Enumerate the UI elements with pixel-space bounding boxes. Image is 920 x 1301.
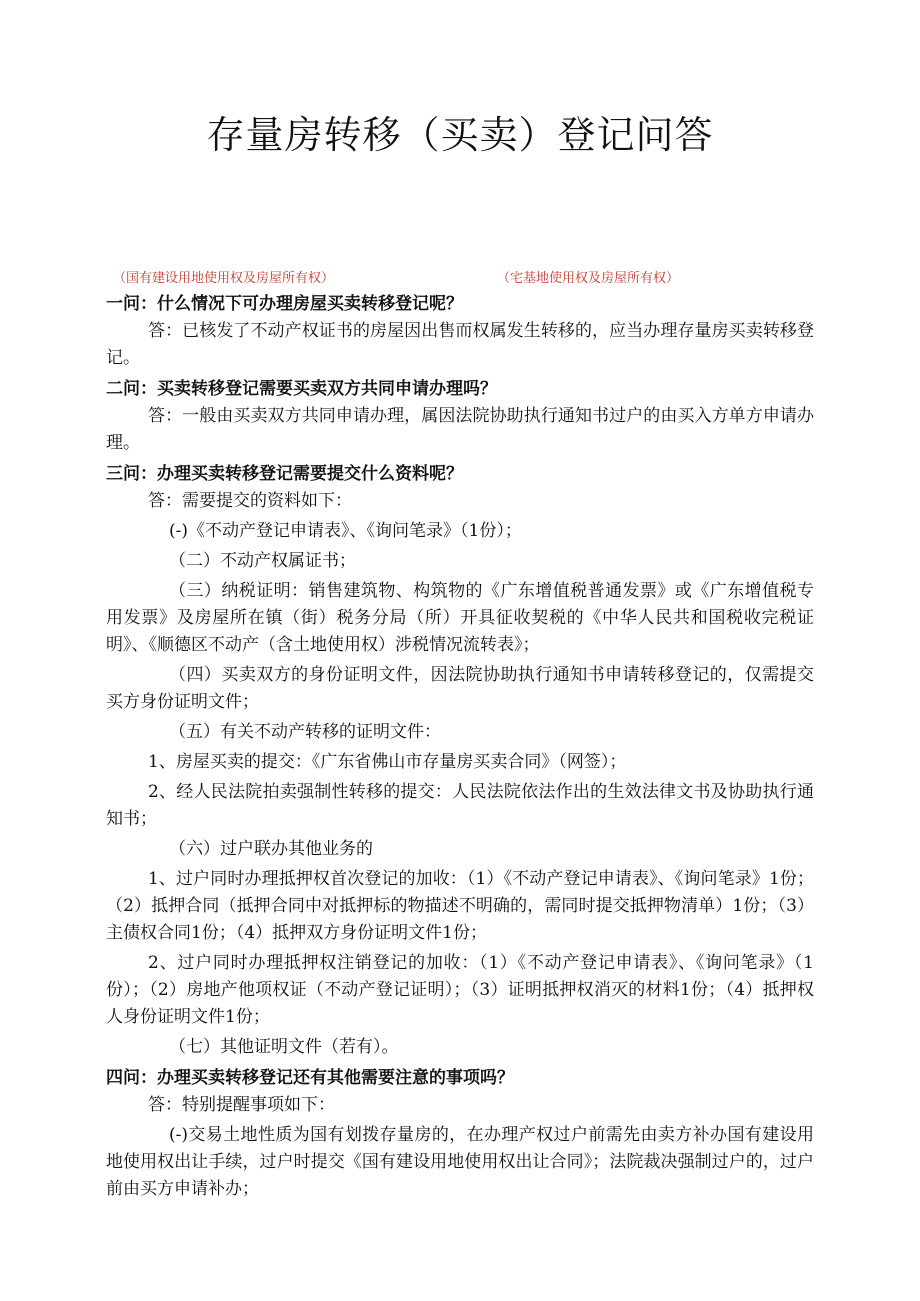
answer-4-intro: 答：特别提醒事项如下： — [148, 1095, 335, 1115]
answer-3-item-6: （六）过户联办其他业务的 — [169, 839, 373, 859]
answer-3-item-1: (-)《不动产登记申请表》、《询问笔录》（1份）； — [169, 521, 522, 541]
answer-4-item-1: (-)交易土地性质为国有划拨存量房的，在办理产权过户前需先由卖方补办国有建设用地使用权出让手续，过户时提交《国有建设用地使用权出让合同》；法院裁决强制过户的，过户前由买方申请补办； — [106, 1125, 814, 1199]
subtitle-homestead: （宅基地使用权及房屋所有权） — [497, 271, 680, 286]
answer-3-item-4: （四）买卖双方的身份证明文件，因法院协助执行通知书申请转移登记的，仅需提交买方身份证明文件； — [106, 665, 814, 712]
answer-3-item-2: （二）不动产权属证书； — [169, 551, 356, 571]
answer-1: 答：已核发了不动产权证书的房屋因出售而权属发生转移的，应当办理存量房买卖转移登记。 — [106, 321, 814, 368]
answer-3-item-5: （五）有关不动产转移的证明文件： — [169, 722, 441, 742]
answer-3-item-5-2: 2、经人民法院拍卖强制性转移的提交：人民法院依法作出的生效法律文书及协助执行通知书； — [106, 782, 814, 829]
question-1: 一问：什么情况下可办理房屋买卖转移登记呢？ — [106, 294, 463, 314]
answer-3-item-6-2: 2、过户同时办理抵押权注销登记的加收：（1）《不动产登记申请表》、《询问笔录》（1份）；（2）房地产他项权证（不动产登记证明）；（3）证明抵押权消灭的材料1份；（4）抵押权人身份证明文件1份； — [106, 953, 814, 1027]
answer-2: 答：一般由买卖双方共同申请办理，属因法院协助执行通知书过户的由买入方单方申请办理。 — [106, 406, 814, 453]
subtitle-row — [113, 267, 813, 289]
question-2: 二问：买卖转移登记需要买卖双方共同申请办理吗？ — [106, 379, 497, 399]
page-title: 存量房转移（买卖）登记问答 — [206, 113, 714, 157]
answer-3-item-6-1: 1、过户同时办理抵押权首次登记的加收：（1）《不动产登记申请表》、《询问笔录》1份；（2）抵押合同（抵押合同中对抵押标的物描述不明确的，需同时提交抵押物清单）1份；（3）主债权合同1份；（4）抵押双方身份证明文件1份； — [106, 869, 814, 943]
qa-content — [106, 290, 814, 1203]
answer-3-intro: 答：需要提交的资料如下： — [148, 491, 352, 511]
question-4: 四问：办理买卖转移登记还有其他需要注意的事项吗？ — [106, 1068, 514, 1088]
answer-3-item-7: （七）其他证明文件（若有）。 — [169, 1037, 399, 1057]
question-3: 三问：办理买卖转移登记需要提交什么资料呢？ — [106, 464, 463, 484]
answer-3-item-3: （三）纳税证明：销售建筑物、构筑物的《广东增值税普通发票》或《广东增值税专用发票》及房屋所在镇（街）税务分局（所）开具征收契税的《中华人民共和国税收完税证明》、《顺德区不动产（含土地使用权）涉税情况流转表》； — [106, 581, 814, 655]
subtitle-state-land: （国有建设用地使用权及房屋所有权） — [113, 271, 335, 286]
answer-3-item-5-1: 1、房屋买卖的提交：《广东省佛山市存量房买卖合同》（网签）； — [148, 752, 627, 772]
